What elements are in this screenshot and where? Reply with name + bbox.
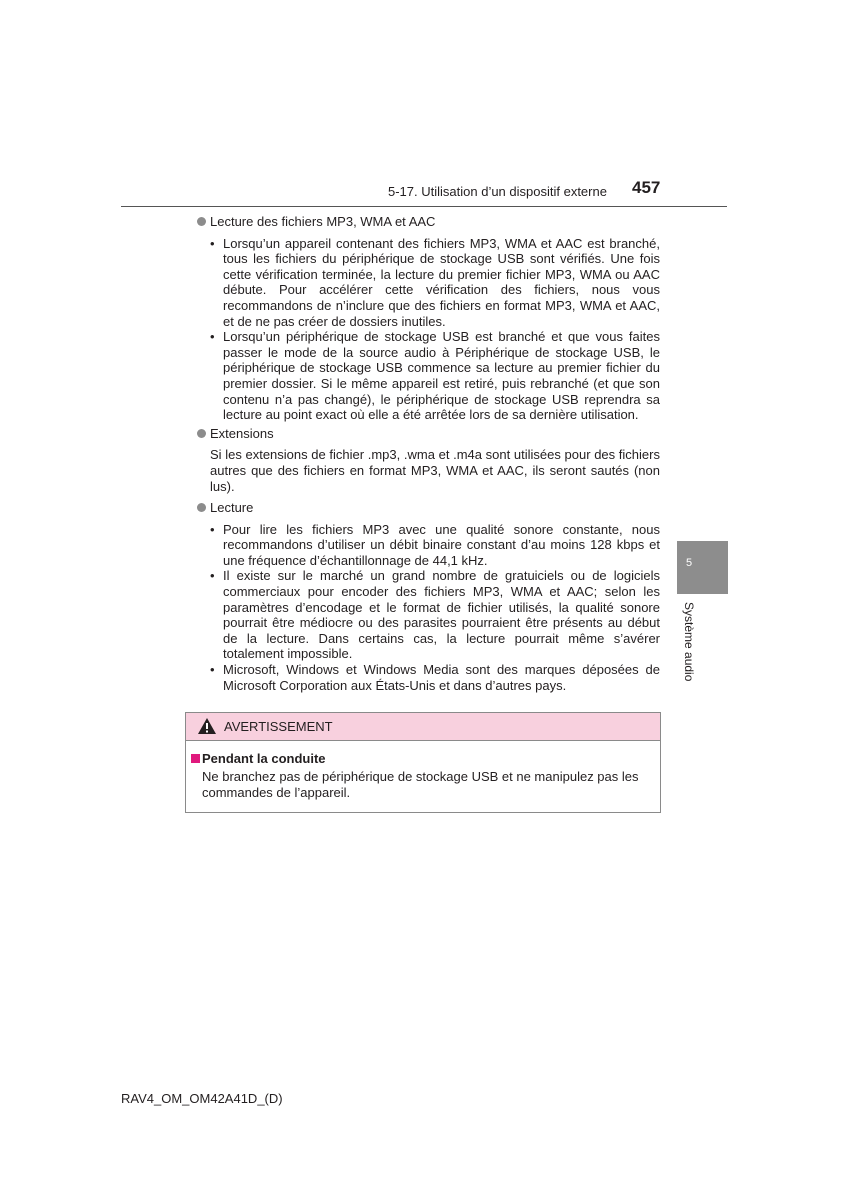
chapter-number: 5 — [685, 557, 693, 569]
bullet-icon: • — [210, 662, 215, 678]
bullet-dot-icon — [197, 503, 206, 512]
footer-document-code: RAV4_OM_OM42A41D_(D) — [121, 1091, 283, 1106]
list-item — [197, 522, 660, 569]
bullet-icon: • — [210, 568, 215, 584]
warning-subtitle — [202, 751, 650, 767]
warning-header — [186, 713, 660, 741]
section-extensions — [197, 426, 660, 494]
section-mp3-wma-aac — [197, 214, 660, 423]
bullet-dot-icon — [197, 217, 206, 226]
bullet-icon: • — [210, 521, 215, 537]
warning-subtitle-text: Pendant la conduite — [202, 751, 326, 766]
section-heading — [197, 500, 660, 516]
section-title-text: Lecture — [210, 500, 254, 516]
main-content — [197, 214, 660, 693]
list-item — [197, 329, 660, 423]
section-paragraph: Si les extensions de fichier .mp3, .wma et .m4a sont utilisées pour des fichiers autres que des fichiers en format MP3, WMA et AAC, ils seront sautés (non lus). — [210, 447, 660, 494]
bullet-dot-icon — [197, 429, 206, 438]
warning-text: Ne branchez pas de périphérique de stockage USB et ne manipulez pas les commandes de l’appareil. — [202, 769, 639, 800]
section-heading — [197, 426, 660, 442]
list-item-text: Lorsqu’un appareil contenant des fichiers MP3, WMA et AAC est branché, tous les fichiers du périphérique de stockage USB sont vérifiés. Une fois cette vérification terminée, la lecture du premier fichier MP3, WMA ou AAC débute. Pour accélérer cette vérification des fichiers, nous vous recommandons de n’inclure que des fichiers en format MP3, WMA et AAC, et de ne pas créer de dossiers inutiles. — [223, 235, 660, 329]
bullet-icon: • — [210, 235, 215, 251]
list-item-text: Pour lire les fichiers MP3 avec une qualité sonore constante, nous recommandons d’utiliser un débit binaire constant d’au moins 128 kbps et une fréquence d’échantillonnage de 44,1 kHz. — [223, 521, 660, 568]
section-heading — [197, 214, 660, 230]
list-item-text: Lorsqu’un périphérique de stockage USB est branché et que vous faites passer le mode de la source audio à Périphérique de stockage USB, le périphérique de stockage USB commence sa lecture au premier fichier du premier dossier. Si le même appareil est retiré, puis rebranché (et que son contenu n’a pas changé), le périphérique de stockage USB reprendra sa lecture au point exact où elle a été arrêtée lors de sa dernière utilisation. — [223, 329, 660, 423]
header-section-title: 5-17. Utilisation d’un dispositif externe — [388, 184, 607, 199]
page-number: 457 — [632, 178, 661, 197]
warning-title: AVERTISSEMENT — [224, 719, 333, 734]
bullet-list — [197, 522, 660, 694]
warning-triangle-icon — [197, 717, 217, 735]
square-bullet-icon — [191, 754, 200, 763]
section-title-text: Extensions — [210, 425, 274, 441]
header-divider — [121, 206, 727, 207]
warning-body — [186, 741, 660, 801]
bullet-icon: • — [210, 329, 215, 345]
list-item-text: Microsoft, Windows et Windows Media sont des marques déposées de Microsoft Corporation aux États-Unis et dans d’autres pays. — [223, 662, 660, 693]
list-item — [197, 568, 660, 662]
section-title-text: Lecture des fichiers MP3, WMA et AAC — [210, 214, 436, 229]
warning-box — [185, 712, 661, 813]
chapter-label: Système audio — [682, 602, 696, 682]
list-item-text: Il existe sur le marché un grand nombre de gratuiciels ou de logiciels commerciaux pour encoder des fichiers MP3, WMA et AAC; selon les paramètres d’encodage et le format de fichier utilisés, la qualité sonore pourrait être médiocre ou des parasites pourraient être présents au début de la lecture. Dans certains cas, la lecture pourrait même s’avérer totalement impossible. — [223, 568, 660, 662]
section-lecture — [197, 500, 660, 693]
list-item — [197, 236, 660, 330]
list-item — [197, 662, 660, 693]
bullet-list — [197, 236, 660, 423]
chapter-tab — [677, 541, 728, 594]
